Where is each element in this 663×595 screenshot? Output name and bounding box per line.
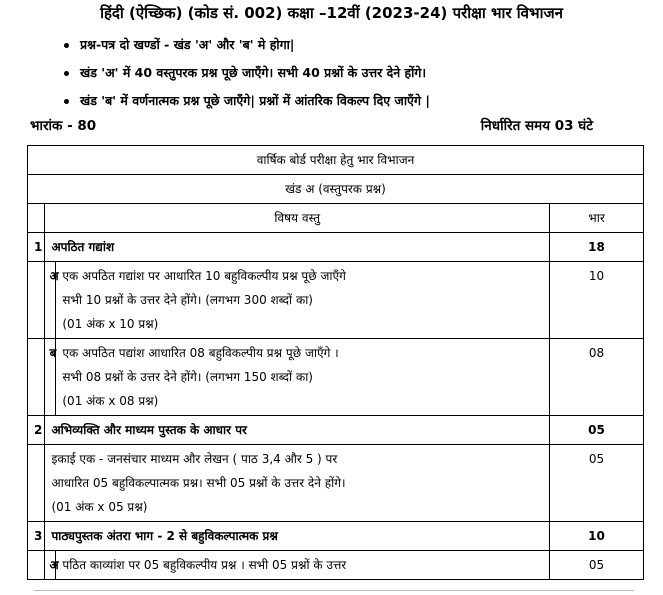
time-allowed: निर्धारित समय 03 घंटे — [480, 118, 593, 134]
section-row — [28, 175, 644, 204]
table-subrow — [28, 445, 644, 522]
table-row — [28, 233, 644, 262]
column-header-weight: भार — [550, 204, 644, 233]
sub-blank — [28, 445, 45, 522]
sub-blank — [28, 339, 45, 416]
table-subrow — [28, 339, 644, 416]
table-row — [28, 416, 644, 445]
instruction-item: खंड 'अ' में 40 वस्तुपरक प्रश्न पूछे जाएँगे। सभी 40 प्रश्नों के उत्तर देने होंगे। — [62, 63, 430, 91]
sub-blank — [28, 551, 45, 580]
row-title: अभिव्यक्ति और माध्यम पुस्तक के आधार पर — [45, 416, 550, 445]
instruction-item: प्रश्न-पत्र दो खण्डों - खंड 'अ' और 'ब' मे होगा| — [62, 35, 430, 63]
sub-description — [45, 445, 550, 522]
desc-line: सभी 10 प्रश्नों के उत्तर देने होंगे। (लगभग 300 शब्दों का) — [62, 293, 313, 307]
section-heading: खंड अ (वस्तुपरक प्रश्न) — [28, 175, 644, 204]
row-title: पाठ्यपुस्तक अंतरा भाग - 2 से बहुविकल्पात्मक प्रश्न — [45, 522, 550, 551]
table-subrow — [28, 551, 644, 580]
total-marks: भारांक - 80 — [30, 118, 97, 134]
sub-weight: 05 — [550, 445, 644, 522]
desc-line: आधारित 05 बहुविकल्पात्मक प्रश्न। सभी 05 प्रश्नों के उत्तर देने होंगे। — [51, 476, 346, 490]
desc-line: एक अपठित पद्यांश आधारित 08 बहुविकल्पीय प्रश्न पूछे जाएँगे । — [62, 346, 339, 360]
sub-letter: अ — [45, 262, 56, 339]
row-number: 3 — [28, 522, 45, 551]
desc-line: (01 अंक x 05 प्रश्न) — [51, 500, 148, 514]
row-number: 1 — [28, 233, 45, 262]
sub-weight: 05 — [550, 551, 644, 580]
table-subrow — [28, 262, 644, 339]
desc-line: पठित काव्यांश पर 05 बहुविकल्पीय प्रश्न । सभी 05 प्रश्नों के उत्तर — [62, 558, 347, 572]
table-heading-row — [28, 146, 644, 175]
row-weight: 05 — [550, 416, 644, 445]
desc-line: (01 अंक x 08 प्रश्न) — [62, 394, 159, 408]
column-header-content: विषय वस्तु — [45, 204, 550, 233]
desc-line: इकाई एक - जनसंचार माध्यम और लेखन ( पाठ 3,4 और 5 ) पर — [51, 452, 338, 466]
table-heading: वार्षिक बोर्ड परीक्षा हेतु भार विभाजन — [28, 146, 644, 175]
sub-description — [56, 262, 550, 339]
sub-weight: 08 — [550, 339, 644, 416]
row-weight: 18 — [550, 233, 644, 262]
sub-description — [56, 551, 550, 580]
sub-letter: ब — [45, 339, 56, 416]
sub-blank — [28, 262, 45, 339]
row-number: 2 — [28, 416, 45, 445]
desc-line: सभी 08 प्रश्नों के उत्तर देने होंगे। (लगभग 150 शब्दों का) — [62, 370, 313, 384]
sub-description — [56, 339, 550, 416]
desc-line: (01 अंक x 10 प्रश्न) — [62, 317, 159, 331]
instruction-item: खंड 'ब' में वर्णनात्मक प्रश्न पूछे जाएँगे| प्रश्नों में आंतरिक विकल्प दिए जाएँगे | — [62, 91, 430, 119]
sub-weight: 10 — [550, 262, 644, 339]
weightage-table — [27, 145, 644, 580]
header-blank — [28, 204, 45, 233]
page-title: हिंदी (ऐच्छिक) (कोड सं. 002) कक्षा –12वीं (2023-24) परीक्षा भार विभाजन — [100, 4, 563, 22]
instructions-list — [62, 35, 430, 119]
table-row — [28, 522, 644, 551]
row-title: अपठित गद्यांश — [45, 233, 550, 262]
desc-line: एक अपठित गद्यांश पर आधारित 10 बहुविकल्पीय प्रश्न पूछे जाएँगे — [62, 269, 346, 283]
row-weight: 10 — [550, 522, 644, 551]
page-divider — [34, 590, 634, 591]
sub-letter: अ — [45, 551, 56, 580]
column-header-row — [28, 204, 644, 233]
